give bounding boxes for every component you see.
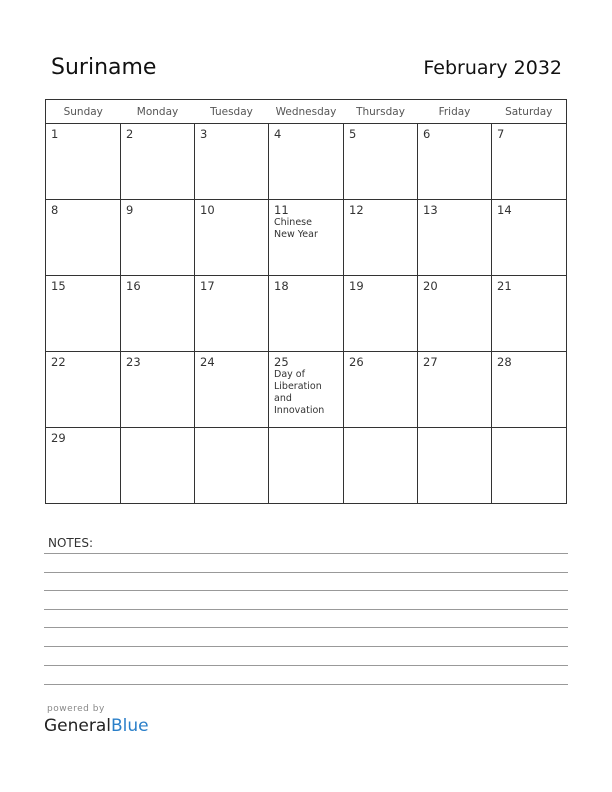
weekday-thursday: Thursday — [344, 100, 418, 124]
day-cell[interactable] — [195, 428, 269, 504]
brand-blue: Blue — [111, 716, 149, 736]
day-cell[interactable] — [418, 352, 492, 428]
day-cell[interactable] — [269, 124, 344, 200]
note-line — [44, 590, 568, 591]
day-number: 15 — [51, 279, 66, 293]
month-title: February 2032 — [423, 57, 562, 79]
day-number: 18 — [274, 279, 289, 293]
day-cell[interactable] — [492, 276, 567, 352]
powered-by-text: powered by — [47, 704, 105, 714]
day-cell[interactable] — [269, 352, 344, 428]
holiday-label: Day of Liberation and Innovation — [274, 369, 325, 416]
weekday-tuesday: Tuesday — [195, 100, 269, 124]
day-cell[interactable] — [195, 352, 269, 428]
day-cell[interactable] — [121, 428, 195, 504]
week-row — [46, 276, 567, 352]
week-row — [46, 200, 567, 276]
day-cell[interactable] — [344, 276, 418, 352]
day-cell[interactable] — [46, 276, 121, 352]
day-cell[interactable] — [121, 124, 195, 200]
day-cell[interactable] — [344, 200, 418, 276]
day-cell[interactable] — [121, 352, 195, 428]
day-number: 13 — [423, 203, 438, 217]
day-cell[interactable] — [46, 124, 121, 200]
day-number: 19 — [349, 279, 364, 293]
brand-general: General — [44, 716, 111, 736]
day-number: 21 — [497, 279, 512, 293]
day-cell[interactable] — [195, 276, 269, 352]
day-number: 6 — [423, 127, 431, 141]
day-number — [200, 430, 263, 431]
day-number: 29 — [51, 431, 66, 445]
day-number: 1 — [51, 127, 59, 141]
note-line — [44, 646, 568, 647]
weekday-monday: Monday — [121, 100, 195, 124]
day-cell[interactable] — [195, 200, 269, 276]
day-cell[interactable] — [344, 124, 418, 200]
note-line — [44, 572, 568, 573]
day-cell[interactable] — [46, 428, 121, 504]
day-number: 28 — [497, 355, 512, 369]
day-number: 23 — [126, 355, 141, 369]
day-number: 24 — [200, 355, 215, 369]
note-line — [44, 553, 568, 554]
day-cell[interactable] — [418, 200, 492, 276]
weekday-sunday: Sunday — [46, 100, 121, 124]
day-cell[interactable] — [418, 124, 492, 200]
weekday-wednesday: Wednesday — [269, 100, 344, 124]
calendar-grid — [45, 99, 567, 504]
day-cell[interactable] — [46, 200, 121, 276]
day-number: 10 — [200, 203, 215, 217]
weekday-friday: Friday — [418, 100, 492, 124]
day-number: 5 — [349, 127, 357, 141]
note-line — [44, 609, 568, 610]
country-title: Suriname — [51, 55, 157, 80]
day-cell[interactable] — [492, 428, 567, 504]
brand-logo[interactable] — [44, 716, 149, 736]
day-number: 7 — [497, 127, 505, 141]
note-line — [44, 665, 568, 666]
day-number: 14 — [497, 203, 512, 217]
day-number: 12 — [349, 203, 364, 217]
day-cell[interactable] — [46, 352, 121, 428]
day-number — [349, 430, 412, 431]
note-line — [44, 627, 568, 628]
day-number: 25 — [274, 355, 289, 369]
day-number: 16 — [126, 279, 141, 293]
week-row — [46, 124, 567, 200]
day-cell[interactable] — [121, 276, 195, 352]
day-cell[interactable] — [269, 428, 344, 504]
day-number: 17 — [200, 279, 215, 293]
day-cell[interactable] — [418, 276, 492, 352]
day-cell[interactable] — [195, 124, 269, 200]
day-cell[interactable] — [492, 124, 567, 200]
day-cell[interactable] — [344, 428, 418, 504]
holiday-label: Chinese New Year — [274, 217, 318, 240]
day-number: 2 — [126, 127, 134, 141]
day-number — [423, 430, 486, 431]
calendar-body — [46, 124, 567, 504]
week-row — [46, 428, 567, 504]
day-number: 9 — [126, 203, 134, 217]
day-number: 3 — [200, 127, 208, 141]
day-number — [274, 430, 338, 431]
day-number: 8 — [51, 203, 59, 217]
day-number: 4 — [274, 127, 282, 141]
day-number — [126, 430, 189, 431]
day-number: 26 — [349, 355, 364, 369]
day-cell[interactable] — [492, 352, 567, 428]
day-number: 27 — [423, 355, 438, 369]
day-cell[interactable] — [269, 200, 344, 276]
week-row — [46, 352, 567, 428]
day-cell[interactable] — [492, 200, 567, 276]
day-number: 11 — [274, 203, 289, 217]
notes-label: NOTES: — [48, 536, 93, 550]
weekday-saturday: Saturday — [492, 100, 567, 124]
day-number: 22 — [51, 355, 66, 369]
weekday-header-row — [46, 100, 567, 124]
day-number: 20 — [423, 279, 438, 293]
day-number — [497, 430, 561, 431]
day-cell[interactable] — [344, 352, 418, 428]
day-cell[interactable] — [121, 200, 195, 276]
note-line — [44, 684, 568, 685]
day-cell[interactable] — [418, 428, 492, 504]
day-cell[interactable] — [269, 276, 344, 352]
